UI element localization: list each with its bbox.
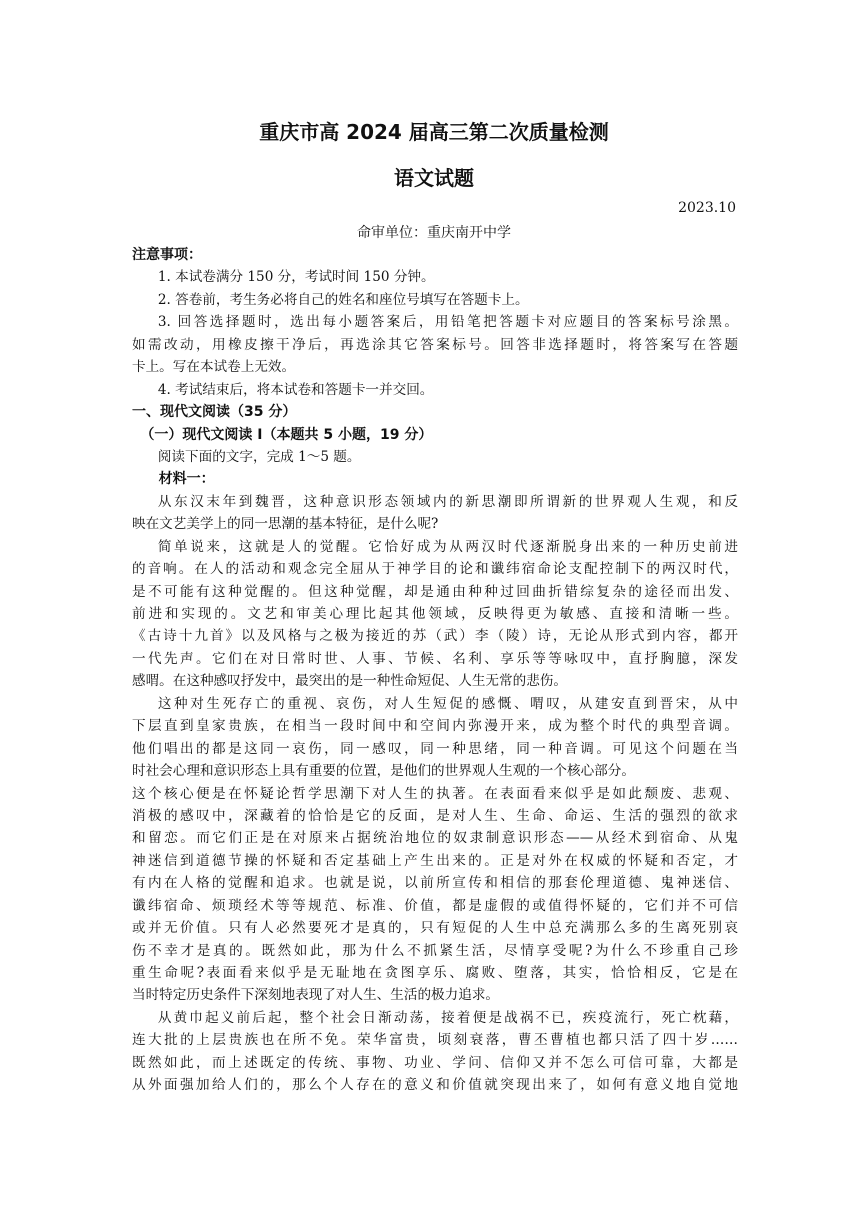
passage-line: 有内在人格的觉醒和追求。也就是说，以前所宣传和相信的那套伦理道德、鬼神迷信、 [132,875,738,892]
notice-item: 2. 答卷前，考生务必将自己的姓名和座位号填写在答题卡上。 [157,291,529,308]
passage-line: 他们唱出的都是这同一哀伤，同一感叹，同一种思绪，同一种音调。可见这个问题在当 [132,740,738,757]
notice-heading: 注意事项： [132,247,202,263]
passage-line: 的音响。在人的活动和观念完全屈从于神学目的论和谶纬宿命论支配控制下的两汉时代， [132,561,738,578]
exam-date: 2023.10 [678,200,736,216]
passage-line: 映在文艺美学上的同一思潮的基本特征，是什么呢? [132,516,439,533]
notice-item: 如需改动，用橡皮擦干净后，再选涂其它答案标号。回答非选择题时，将答案写在答题 [132,336,738,353]
passage-line: 和留恋。而它们正是在对原来占据统治地位的奴隶制意识形态——从经术到宿命、从鬼 [132,830,738,847]
passage-line: 这个核心便是在怀疑论哲学思潮下对人生的执著。在表面看来似乎是如此颓废、悲观、 [132,785,738,802]
notice-item: 3. 回答选择题时，选出每小题答案后，用铅笔把答题卡对应题目的答案标号涂黑。 [157,314,738,331]
notice-item: 1. 本试卷满分 150 分，考试时间 150 分钟。 [157,269,435,286]
passage-line: 谶纬宿命、烦琐经术等等规范、标准、价值，都是虚假的或值得怀疑的，它们并不可信 [132,897,738,914]
passage-line: 连大批的上层贵族也在所不免。荣华富贵，顷刻衰落，曹丕曹植也都只活了四十岁…… [132,1032,738,1049]
passage-line: 或并无价值。只有人必然要死才是真的，只有短促的人生中总充满那么多的生离死别哀 [132,920,738,937]
passage-line: 消极的感叹中，深藏着的恰恰是它的反面，是对人生、生命、命运、生活的强烈的欲求 [132,807,738,824]
passage-line: 这种对生死存亡的重视、哀伤，对人生短促的感慨、喟叹，从建安直到晋宋，从中 [157,695,738,712]
passage-line: 从东汉末年到魏晋，这种意识形态领域内的新思潮即所谓新的世界观人生观，和反 [157,493,738,510]
reading-instruction: 阅读下面的文字，完成 1～5 题。 [157,448,361,465]
passage-line: 《古诗十九首》以及风格与之极为接近的苏（武）李（陵）诗，无论从形式到内容，都开 [132,628,738,645]
material-label: 材料一： [158,471,215,488]
notice-item: 4. 考试结束后，将本试卷和答题卡一并交回。 [157,381,434,398]
exam-subtitle: 语文试题 [394,166,474,190]
section-subheading: （一）现代文阅读 I（本题共 5 小题，19 分） [140,426,433,443]
exam-unit: 命审单位：重庆南开中学 [357,225,511,241]
passage-line: 从外面强加给人们的，那么个人存在的意义和价值就突现出来了，如何有意义地自觉地 [132,1077,738,1094]
passage-line: 感喟。在这种感叹抒发中，最突出的是一种性命短促、人生无常的悲伤。 [132,673,567,690]
passage-line: 既然如此，而上述既定的传统、事物、功业、学问、信仰又并不怎么可信可靠，大都是 [132,1054,738,1071]
passage-line: 前进和实现的。文艺和审美心理比起其他领域，反映得更为敏感、直接和清晰一些。 [132,606,738,622]
exam-title: 重庆市高 2024 届高三第二次质量检测 [259,120,609,144]
passage-line: 当时特定历史条件下深刻地表现了对人生、生活的极力追求。 [132,987,500,1004]
passage-line: 下层直到皇家贵族，在相当一段时间中和空间内弥漫开来，成为整个时代的典型音调。 [132,718,738,735]
exam-body [132,244,738,1097]
passage-line: 一代先声。它们在对日常时世、人事、节候、名利、享乐等等咏叹中，直抒胸臆，深发 [132,650,738,667]
passage-line: 简单说来，这就是人的觉醒。它恰好成为从两汉时代逐渐脱身出来的一种历史前进 [157,538,738,555]
passage-line: 时社会心理和意识形态上具有重要的位置，是他们的世界观人生观的一个核心部分。 [132,763,635,780]
passage-line: 伤不幸才是真的。既然如此，那为什么不抓紧生活，尽情享受呢?为什么不珍重自己珍 [132,942,738,959]
passage-line: 从黄巾起义前后起，整个社会日渐动荡，接着便是战祸不已，疾疫流行，死亡枕藉， [157,1009,738,1026]
passage-line: 神迷信到道德节操的怀疑和否定基础上产生出来的。正是对外在权威的怀疑和否定，才 [132,852,738,869]
passage-line: 重生命呢?表面看来似乎是无耻地在贪图享乐、腐败、堕落，其实，恰恰相反，它是在 [132,965,738,981]
section-heading: 一、现代文阅读（35 分） [132,404,297,421]
passage-line: 是不可能有这种觉醒的。但这种觉醒，却是通由种种过回曲折错综复杂的途径而出发、 [132,583,738,600]
notice-item: 卡上。写在本试卷上无效。 [132,359,296,376]
